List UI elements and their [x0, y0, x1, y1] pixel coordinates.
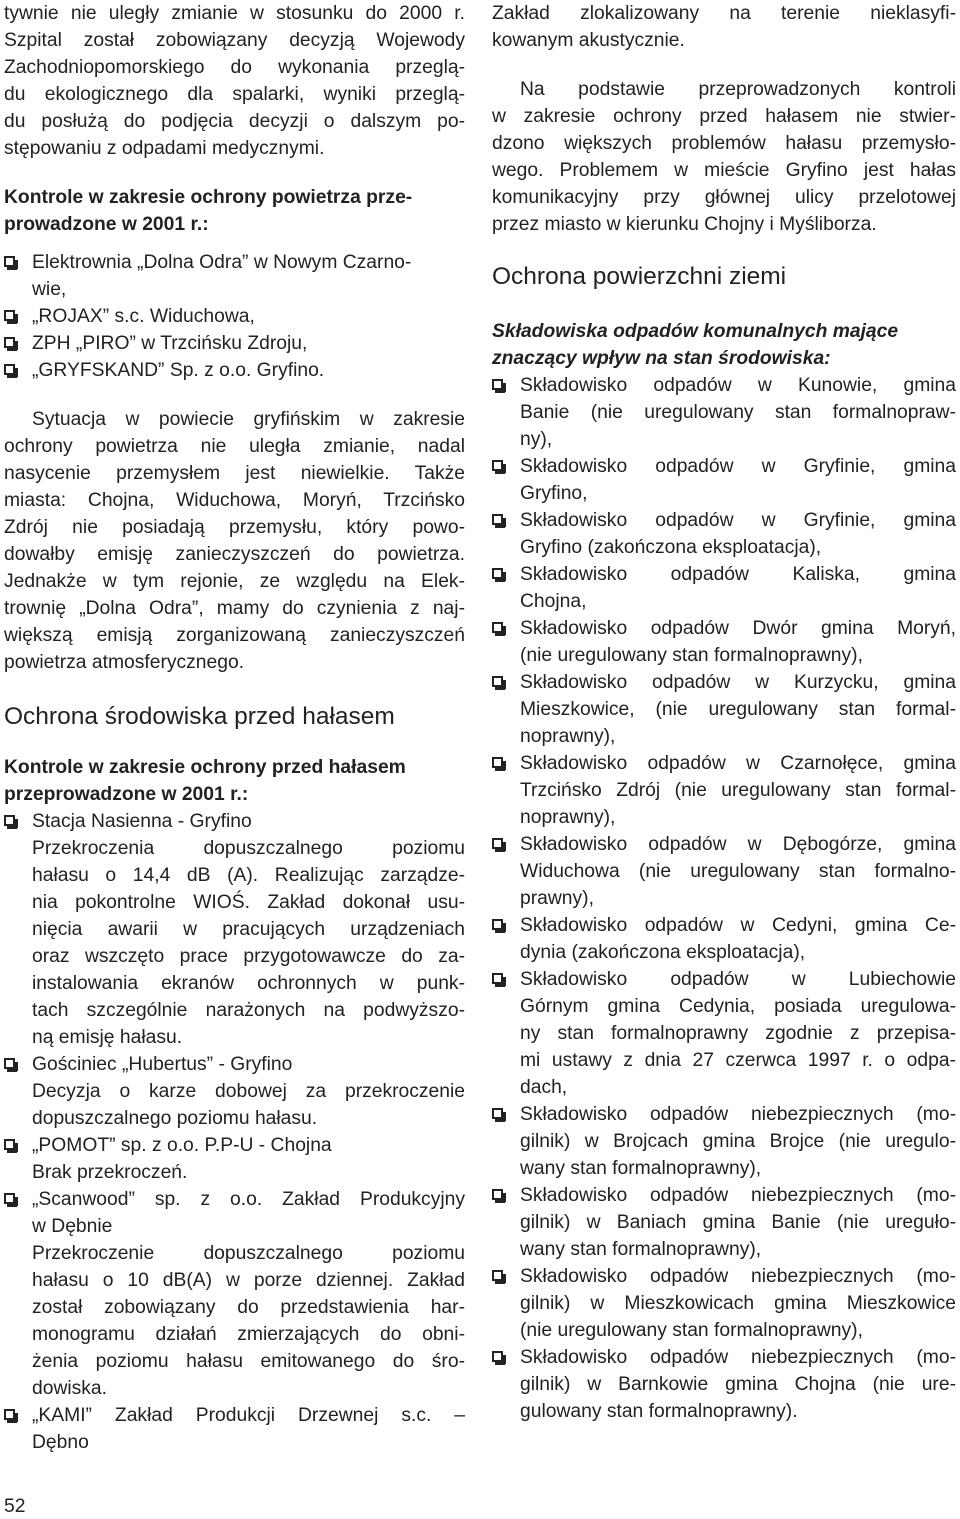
- text-line: (nie uregulowany stan formalnoprawny),: [520, 645, 863, 666]
- heading-line: przeprowadzone w 2001 r.:: [4, 784, 249, 805]
- checkbox-bullet-icon: [492, 622, 503, 633]
- text-line: instalowania ekranów ochronnych w punk-: [32, 973, 465, 994]
- text-line: monogramu działań zmierzających do obni-: [32, 1324, 465, 1345]
- checkbox-bullet-icon: [492, 568, 503, 579]
- text-line: Brak przekroczeń.: [32, 1162, 188, 1183]
- text-line: (nie uregulowany stan formalnoprawny),: [520, 1320, 863, 1341]
- text-line: w Dębnie: [32, 1216, 113, 1237]
- text-line: miasta: Chojna, Widuchowa, Moryń, Trzcińsko: [4, 490, 465, 511]
- checkbox-bullet-icon: [4, 815, 15, 826]
- list-item: [492, 372, 956, 453]
- text-line: „KAMI” Zakład Produkcji Drzewnej s.c. –: [32, 1405, 465, 1426]
- text-line: Decyzja o karze dobowej za przekroczenie: [32, 1081, 465, 1102]
- text-line: Na podstawie przeprowadzonych kontroli: [520, 79, 956, 100]
- text-line: oraz wszczęto prace przygotowawcze do za-: [32, 946, 465, 967]
- text-line: został zobowiązany do przedstawienia har-: [32, 1297, 465, 1318]
- checkbox-bullet-icon: [492, 919, 503, 930]
- text-line: Mieszkowice, (nie uregulowany stan formal-: [520, 699, 956, 720]
- text-line: ny),: [520, 429, 553, 450]
- checkbox-bullet-icon: [492, 838, 503, 849]
- text-line: powietrza atmosferycznego.: [4, 652, 245, 673]
- text-line: Składowisko odpadów niebezpiecznych (mo-: [520, 1104, 956, 1125]
- list-item: [492, 561, 956, 615]
- list-item: [492, 1263, 956, 1344]
- text-line: Składowisko odpadów w Czarnołęce, gmina: [520, 753, 956, 774]
- text-line: du ekologicznego dla spalarki, wyniki przeglą-: [4, 84, 465, 105]
- heading-line: Składowiska odpadów komunalnych mające: [492, 321, 899, 342]
- text-line: Składowisko odpadów w Lubiechowie: [520, 969, 956, 990]
- text-line: nasycenie przemysłem jest niewielkie. Także: [4, 463, 465, 484]
- text-line: kowanym akustycznie.: [492, 30, 685, 51]
- noise-heading: [4, 754, 465, 808]
- list-item: [492, 453, 956, 507]
- text-line: Przekroczenia dopuszczalnego poziomu: [32, 838, 465, 859]
- page-number: 52: [4, 1496, 26, 1517]
- air-paragraph: [4, 406, 465, 676]
- text-line: Zakład zlokalizowany na terenie nieklasyfi-: [492, 3, 956, 24]
- checkbox-bullet-icon: [492, 379, 503, 390]
- text-line: tach szczególnie narażonych na podwyższo-: [32, 1000, 465, 1021]
- text-line: tywnie nie uległy zmianie w stosunku do 2000 r.: [4, 3, 465, 24]
- text-line: Składowisko odpadów Kaliska, gmina: [520, 564, 956, 585]
- section-title-soil: Ochrona powierzchni ziemi: [492, 263, 787, 290]
- text-line: wany stan formalnoprawny),: [520, 1239, 762, 1260]
- list-item: [4, 1051, 465, 1132]
- section-title-noise: Ochrona środowiska przed hałasem: [4, 703, 395, 730]
- text-line: Elektrownia „Dolna Odra” w Nowym Czarno-: [32, 252, 412, 273]
- list-item: [492, 831, 956, 912]
- text-line: dynia (zakończona eksploatacja),: [520, 942, 806, 963]
- text-line: żenia poziomu hałasu emitowanego do śro-: [32, 1351, 465, 1372]
- checkbox-bullet-icon: [492, 1270, 503, 1281]
- checkbox-bullet-icon: [4, 1139, 15, 1150]
- text-line: Składowisko odpadów Dwór gmina Moryń,: [520, 618, 956, 639]
- text-line: Składowisko odpadów niebezpiecznych (mo-: [520, 1266, 956, 1287]
- heading-line: prowadzone w 2001 r.:: [4, 214, 209, 235]
- text-line: stępowaniu z odpadami medycznymi.: [4, 138, 325, 159]
- checkbox-bullet-icon: [4, 256, 15, 267]
- text-line: nięcia awarii w pracujących urządzeniach: [32, 919, 465, 940]
- text-line: przez miasto w kierunku Chojny i Myśliborza.: [492, 214, 877, 235]
- text-line: Składowisko odpadów w Gryfinie, gmina: [520, 510, 956, 531]
- checkbox-bullet-icon: [4, 364, 15, 375]
- text-line: hałasu o 10 dB(A) w porze dziennej. Zakład: [32, 1270, 465, 1291]
- left-column: [4, 0, 465, 1456]
- text-line: mi ustawy z dnia 27 czerwca 1997 r. o odpa-: [520, 1050, 956, 1071]
- list-item: [492, 615, 956, 669]
- list-item: [492, 1182, 956, 1263]
- heading-line: znaczący wpływ na stan środowiska:: [492, 348, 831, 369]
- checkbox-bullet-icon: [4, 310, 15, 321]
- list-item: [4, 808, 465, 1051]
- text-line: wego. Problemem w mieście Gryfino jest hałas: [492, 160, 956, 181]
- text-line: Chojna,: [520, 591, 587, 612]
- air-heading: [4, 184, 465, 238]
- zone-paragraph: [492, 0, 956, 54]
- text-line: Górnym gmina Cedynia, posiada uregulowa-: [520, 996, 956, 1017]
- text-line: noprawny),: [520, 807, 616, 828]
- list-item: [492, 912, 956, 966]
- text-line: hałasu o 14,4 dB (A). Realizując zarządze-: [32, 865, 465, 886]
- text-line: gilnik) w Brojcach gmina Brojce (nie uregulo-: [520, 1131, 956, 1152]
- list-item: [492, 750, 956, 831]
- text-line: ZPH „PIRO” w Trzcińsku Zdroju,: [32, 333, 308, 354]
- text-line: dowałby emisję zanieczyszczeń do powietrza.: [4, 544, 465, 565]
- text-line: trownię „Dolna Odra”, mamy do czynienia z naj-: [4, 598, 465, 619]
- text-line: wany stan formalnoprawny),: [520, 1158, 762, 1179]
- checkbox-bullet-icon: [4, 1409, 15, 1420]
- checkbox-bullet-icon: [492, 460, 503, 471]
- text-line: gilnik) w Mieszkowicach gmina Mieszkowice: [520, 1293, 956, 1314]
- text-line: Składowisko odpadów w Gryfinie, gmina: [520, 456, 956, 477]
- text-line: wie,: [32, 279, 67, 300]
- text-line: Szpital został zobowiązany decyzją Wojewody: [4, 30, 465, 51]
- landfill-list: [492, 372, 956, 1425]
- text-line: w zakresie ochrony przed hałasem nie stwier-: [492, 106, 956, 127]
- text-line: Gryfino,: [520, 483, 588, 504]
- text-line: Składowisko odpadów w Kurzycku, gmina: [520, 672, 956, 693]
- text-line: Zachodniopomorskiego do wykonania przeglą-: [4, 57, 465, 78]
- text-line: „POMOT” sp. z o.o. P.P-U - Chojna: [32, 1135, 332, 1156]
- list-item: [492, 1101, 956, 1182]
- checkbox-bullet-icon: [492, 514, 503, 525]
- text-line: dowiska.: [32, 1378, 108, 1399]
- text-line: Dębno: [32, 1432, 89, 1453]
- noise-list: [4, 808, 465, 1456]
- text-line: du posłużą do podjęcia decyzji o dalszym po-: [4, 111, 465, 132]
- checkbox-bullet-icon: [4, 337, 15, 348]
- text-line: ochrony powietrza nie uległa zmianie, nadal: [4, 436, 465, 457]
- checkbox-bullet-icon: [492, 1108, 503, 1119]
- text-line: Gościniec „Hubertus” - Gryfino: [32, 1054, 293, 1075]
- text-line: Widuchowa (nie uregulowany stan formalno-: [520, 861, 956, 882]
- text-line: ną emisję hałasu.: [32, 1027, 183, 1048]
- checkbox-bullet-icon: [492, 676, 503, 687]
- list-item: [492, 669, 956, 750]
- checkbox-bullet-icon: [4, 1058, 15, 1069]
- text-line: większą emisją zorganizowaną zanieczyszczeń: [4, 625, 465, 646]
- text-line: Gryfino (zakończona eksploatacja),: [520, 537, 822, 558]
- text-line: Składowisko odpadów niebezpiecznych (mo-: [520, 1347, 956, 1368]
- air-list: [4, 249, 465, 384]
- heading-line: Kontrole w zakresie ochrony powietrza prze-: [4, 187, 413, 208]
- text-line: „Scanwood” sp. z o.o. Zakład Produkcyjny: [32, 1189, 465, 1210]
- text-line: Składowisko odpadów niebezpiecznych (mo-: [520, 1185, 956, 1206]
- noise-paragraph: [492, 76, 956, 238]
- checkbox-bullet-icon: [4, 1193, 15, 1204]
- text-line: dopuszczalnego poziomu hałasu.: [32, 1108, 318, 1129]
- text-line: dach,: [520, 1077, 568, 1098]
- text-line: Składowisko odpadów w Kunowie, gmina: [520, 375, 956, 396]
- text-line: ny stan formalnoprawny zgodnie z przepisa-: [520, 1023, 956, 1044]
- checkbox-bullet-icon: [492, 1351, 503, 1362]
- list-item: [4, 1132, 465, 1186]
- landfill-heading: [492, 318, 956, 372]
- intro-paragraph: [4, 0, 465, 162]
- text-line: noprawny),: [520, 726, 616, 747]
- text-line: Stacja Nasienna - Gryfino: [32, 811, 252, 832]
- text-line: komunikacyjny przy głównej ulicy przelotowej: [492, 187, 956, 208]
- text-line: Składowisko odpadów w Cedyni, gmina Ce-: [520, 915, 956, 936]
- text-line: Jednakże w tym rejonie, ze względu na Elek-: [4, 571, 465, 592]
- text-line: Składowisko odpadów w Dębogórze, gmina: [520, 834, 956, 855]
- text-line: Banie (nie uregulowany stan formalnopraw-: [520, 402, 956, 423]
- list-item: [4, 357, 465, 384]
- list-item: [4, 1402, 465, 1456]
- checkbox-bullet-icon: [492, 1189, 503, 1200]
- text-line: „GRYFSKAND” Sp. z o.o. Gryfino.: [32, 360, 325, 381]
- text-line: nia pokontrolne WIOŚ. Zakład dokonał usu-: [32, 892, 465, 913]
- text-line: Zdrój nie posiadają przemysłu, który powo-: [4, 517, 465, 538]
- text-line: dzono większych problemów hałasu przemysło-: [492, 133, 956, 154]
- text-line: gilnik) w Baniach gmina Banie (nie ureguło-: [520, 1212, 956, 1233]
- checkbox-bullet-icon: [492, 973, 503, 984]
- text-line: Przekroczenie dopuszczalnego poziomu: [32, 1243, 465, 1264]
- list-item: [4, 303, 465, 330]
- list-item: [4, 249, 465, 303]
- list-item: [492, 1344, 956, 1425]
- list-item: [4, 1186, 465, 1402]
- text-line: Trzcińsko Zdrój (nie uregulowany stan formal-: [520, 780, 956, 801]
- text-line: gilnik) w Barnkowie gmina Chojna (nie ure-: [520, 1374, 956, 1395]
- heading-line: Kontrole w zakresie ochrony przed hałasem: [4, 757, 406, 778]
- text-line: prawny),: [520, 888, 594, 909]
- list-item: [492, 507, 956, 561]
- checkbox-bullet-icon: [492, 757, 503, 768]
- list-item: [492, 966, 956, 1101]
- text-line: „ROJAX” s.c. Widuchowa,: [32, 306, 255, 327]
- right-column: [492, 0, 956, 1425]
- list-item: [4, 330, 465, 357]
- text-line: Sytuacja w powiecie gryfińskim w zakresie: [32, 409, 465, 430]
- text-line: gulowany stan formalnoprawny).: [520, 1401, 798, 1422]
